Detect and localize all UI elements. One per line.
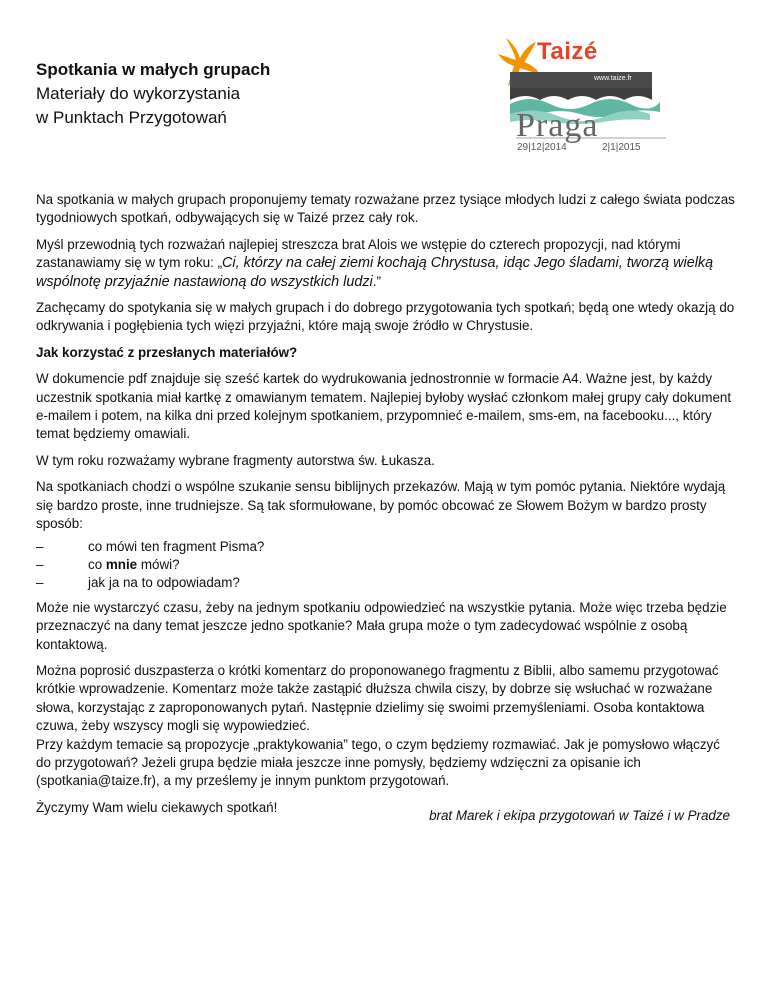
paragraph-practice: Przy każdym temacie są propozycje „praktykowania” tego, o czym będziemy rozmawiać. Jak je pomysłowo włączyć do przygotowań? Jeżeli grupa będzie miała jeszcze inne pomysły, będziemy wdzięczni za opisanie ich (spotkania@taize.fr), a my prześlemy je innym punktom przygotowań.	[36, 736, 720, 789]
logo-brand: Taizé	[537, 38, 598, 65]
taize-praga-logo	[490, 34, 668, 162]
paragraph-questions-intro: Na spotkaniach chodzi o wspólne szukanie sensu biblijnych przekazów. Mają w tym pomóc pytania. Niektóre wydają się bardzo proste, inne trudniejsze. Są tak sformułowane, by pomóc obcować ze Słowem Bożym w bardzo prosty sposób:	[36, 479, 726, 532]
dash-bullet: –	[36, 556, 44, 572]
question-item	[36, 556, 736, 574]
logo-bridge-icon	[510, 88, 652, 100]
paragraph-encouragement: Zachęcamy do spotykania się w małych grupach i do dobrego przygotowania tych spotkań; będą one wtedy okazją do odkrywania i pogłębienia tych więzi przyjaźni, które mają swoje źródło w Chrystusie.	[36, 300, 735, 334]
question-text-post: mówi?	[137, 556, 180, 572]
dash-bullet: –	[36, 575, 44, 591]
quote-lead: Myśl przewodnią tych rozważań najlepiej streszcza brat Alois we wstępie do czterech propozycji, nad którymi zastanawiamy się w tym roku: „	[36, 236, 681, 271]
question-item	[36, 574, 736, 592]
paragraph-quote	[36, 236, 736, 291]
question-text: jak ja na to odpowiadam?	[88, 575, 240, 591]
paragraph-intro: Na spotkania w małych grupach proponujemy tematy rozważane przez tysiące młodych ludzi z całego świata podczas tygodniowych spotkań, odbywających się w Taizé przez cały rok.	[36, 192, 735, 226]
document-body	[36, 191, 736, 825]
logo-url: www.taize.fr	[594, 75, 632, 82]
question-text-emphasis: mnie	[105, 556, 138, 572]
quote-end: .”	[372, 273, 381, 289]
document-header	[36, 58, 476, 130]
logo-date-end: 2|1|2015	[602, 142, 641, 153]
paragraph-pdf-instructions: W dokumencie pdf znajduje się sześć kartek do wydrukowania jednostronnie w formacie A4. Ważne jest, by każdy uczestnik spotkania miał kartkę z omawianym tematem. Najlepiej byłoby wysłać członkom małej grupy cały dokument e-mailem i potem, na kilka dni przed kolejnym spotkaniem, przypomnieć e-mailem, sms-em, na facebooku..., który temat będziemy omawiali.	[36, 371, 732, 442]
document-subtitle-line-1: Materiały do wykorzystania	[36, 84, 241, 103]
paragraph-wishes: Życzymy Wam wielu ciekawych spotkań!	[36, 799, 278, 815]
section-heading: Jak korzystać z przesłanych materiałów?	[36, 344, 298, 360]
questions-list	[36, 538, 736, 593]
document-title: Spotkania w małych grupach	[36, 60, 271, 79]
question-text: co mówi ten fragment Pisma?	[88, 538, 265, 554]
logo-date-start: 29|12|2014	[517, 142, 567, 153]
signature: brat Marek i ekipa przygotowań w Taizé i w Pradze	[429, 808, 730, 823]
question-text-pre: co	[88, 556, 106, 572]
dash-bullet: –	[36, 538, 44, 554]
question-item	[36, 538, 736, 556]
logo-city: Praga	[516, 107, 599, 144]
quote-text: Ci, którzy na całej ziemi kochają Chrystusa, idąc Jego śladami, tworzą wielką wspólnotę przyjaźnie nastawioną do wszystkich ludzi	[36, 255, 714, 290]
document-subtitle-line-2: w Punktach Przygotowań	[36, 108, 227, 127]
paragraph-time: Może nie wystarczyć czasu, żeby na jednym spotkaniu odpowiedzieć na wszystkie pytania. Może więc trzeba będzie przeznaczyć na dany temat jeszcze jedno spotkanie? Mała grupa może o tym zadecydować wspólnie z osobą kontaktową.	[36, 599, 727, 652]
paragraph-luke: W tym roku rozważamy wybrane fragmenty autorstwa św. Łukasza.	[36, 452, 435, 468]
paragraph-commentary: Można poprosić duszpasterza o krótki komentarz do proponowanego fragmentu z Biblii, albo samemu przygotować krótkie wprowadzenie. Komentarz może także zastąpić dłuższa chwila ciszy, by dobrze się wsłuchać w rozważane słowa, korzystając z zaproponowanych pytań. Następnie dzielimy się swoimi przemyśleniami. Osoba kontaktowa czuwa, żeby wszyscy mogli się wypowiedzieć.	[36, 662, 719, 734]
